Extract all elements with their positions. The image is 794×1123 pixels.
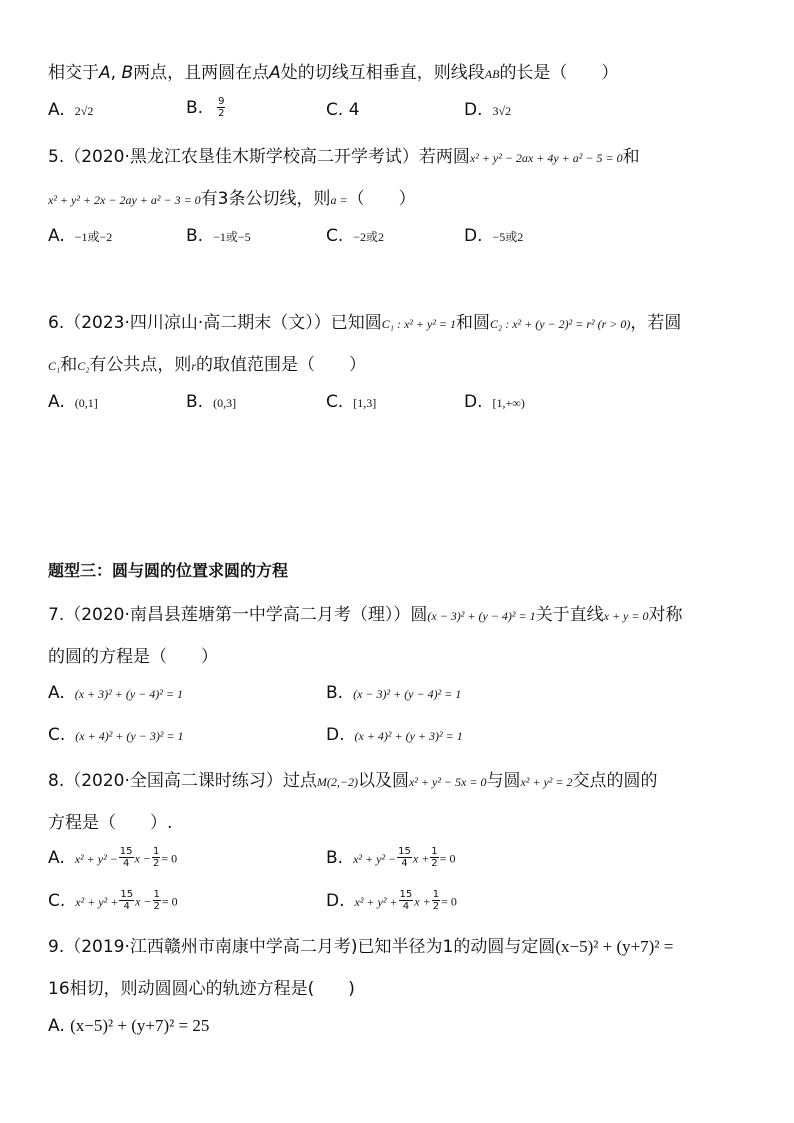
option-fraction — [399, 889, 414, 912]
option-label: A. — [48, 226, 65, 246]
q5-end: （ ） — [347, 189, 416, 209]
q9-stem — [48, 932, 673, 957]
q5-option-c[interactable] — [326, 226, 384, 246]
option-label: D. — [464, 226, 483, 246]
q4-text-c: 处的切线互相垂直，则线段 — [280, 63, 485, 83]
option-label: D. — [326, 725, 345, 745]
fraction-denominator: 2 — [431, 858, 438, 869]
option-label: B. — [186, 97, 204, 118]
option-fraction — [432, 889, 440, 912]
q8-end: 交点的圆的 — [572, 771, 658, 791]
q6-tail: ，若圆 — [630, 313, 682, 333]
q6-circle-1: C₁ : x² + y² = 1 — [381, 317, 457, 331]
option-label: C. — [48, 725, 66, 745]
option-value: (x + 3)² + (y − 4)² = 1 — [74, 687, 183, 701]
q9-equation: (x−5)² + (y+7)² = — [555, 937, 674, 956]
option-value: −1或−5 — [213, 230, 251, 244]
option-value: 3√2 — [492, 104, 512, 118]
q4-option-a[interactable] — [48, 100, 93, 120]
option-label: C. — [326, 100, 344, 120]
q8-stem — [48, 766, 658, 791]
q9-prefix: 9.（2019·江西赣州市南康中学高二月考)已知半径为1的动圆与定圆 — [48, 937, 556, 957]
fraction-numerator: 1 — [431, 846, 438, 857]
option-value: −1或−2 — [74, 230, 113, 244]
q6-option-a[interactable] — [48, 392, 98, 412]
q8-option-d[interactable] — [326, 889, 457, 912]
option-label: D. — [464, 100, 483, 120]
option-label: C. — [48, 890, 66, 911]
q7-option-b[interactable] — [326, 683, 461, 703]
q6-stem-line2 — [48, 350, 366, 375]
option-fraction — [397, 846, 412, 869]
option-value: (x + 4)² + (y + 3)² = 1 — [354, 729, 463, 743]
q5-equation-1: x² + y² − 2ax + 4y + a² − 5 = 0 — [469, 151, 623, 165]
fraction-numerator: 1 — [432, 889, 440, 900]
q5-stem — [48, 142, 640, 167]
fraction-denominator: 4 — [401, 858, 408, 869]
q4-text-b: 两点，且两圆在点 — [133, 63, 270, 83]
option-fraction — [119, 889, 134, 912]
fraction-numerator: 15 — [120, 889, 134, 900]
q6-c2: C₂ — [77, 359, 90, 373]
q4-comma: , — [110, 63, 117, 83]
fraction-denominator: 2 — [432, 901, 440, 912]
option-value: −5或2 — [492, 230, 524, 244]
option-value: (x + 4)² + (y − 3)² = 1 — [75, 729, 184, 743]
fraction-numerator: 15 — [119, 846, 133, 857]
fraction-denominator: 4 — [402, 901, 410, 912]
fraction-numerator: 9 — [218, 96, 225, 107]
option-label: B. — [326, 847, 344, 868]
q7-option-d[interactable] — [326, 725, 463, 745]
q5-option-d[interactable] — [464, 226, 523, 246]
q4-option-d[interactable] — [464, 100, 511, 120]
option-value: (x − 3)² + (y − 4)² = 1 — [353, 687, 462, 701]
q7-option-a[interactable] — [48, 683, 183, 703]
option-term: = 0 — [439, 851, 456, 866]
option-label: D. — [464, 392, 483, 412]
option-term: x − — [134, 851, 151, 866]
q6-mid: 有公共点，则 — [89, 355, 192, 375]
option-value: 2√2 — [74, 104, 94, 118]
option-label: D. — [326, 890, 345, 911]
fraction-denominator: 2 — [218, 108, 225, 119]
option-value: 4 — [348, 100, 360, 120]
q8-point: M(2,−2) — [316, 775, 358, 789]
option-term: x² + y² + — [75, 894, 119, 909]
section-heading: 题型三：圆与圆的位置求圆的方程 — [48, 561, 289, 580]
option-fraction — [119, 846, 134, 869]
option-value: [1,3] — [353, 396, 377, 410]
q8-equation-1: x² + y² − 5x = 0 — [408, 775, 487, 789]
option-term: x + — [414, 894, 431, 909]
q5-variable: a = — [330, 193, 348, 207]
option-term: x + — [412, 851, 430, 866]
q5-mid: 有3条公切线，则 — [200, 189, 331, 209]
option-term: x − — [135, 894, 152, 909]
option-term: x² + y² − — [353, 851, 397, 866]
fraction-denominator: 2 — [153, 901, 160, 912]
option-label: A. — [48, 683, 65, 703]
fraction-numerator: 1 — [153, 889, 160, 900]
option-term: = 0 — [441, 894, 457, 909]
q7-mid: 关于直线 — [535, 605, 604, 625]
option-value: (x−5)² + (y+7)² = 25 — [70, 1016, 210, 1035]
q4-point-b: B — [121, 63, 134, 83]
option-value: (0,1] — [74, 396, 98, 410]
q8-option-b[interactable] — [326, 846, 455, 869]
q4-stem — [48, 58, 618, 83]
q5-prefix: 5.（2020·黑龙江农垦佳木斯学校高二开学考试）若两圆 — [48, 147, 470, 167]
option-value: (0,3] — [213, 396, 237, 410]
option-fraction — [430, 846, 438, 869]
option-label: A. — [48, 100, 65, 120]
q7-option-c[interactable] — [48, 725, 184, 745]
q5-equation-2: x² + y² + 2x − 2ay + a² − 3 = 0 — [48, 193, 201, 207]
q7-line-equation: x + y = 0 — [603, 609, 649, 623]
q6-end: 的取值范围是（ ） — [196, 355, 367, 375]
q6-c1: C₁ — [48, 359, 61, 373]
q8-equation-2: x² + y² = 2 — [520, 775, 573, 789]
fraction-numerator: 1 — [152, 846, 160, 857]
q4-point-a: A — [99, 63, 111, 83]
q5-stem-line2 — [48, 184, 416, 209]
q7-stem — [48, 600, 682, 625]
q8-option-a[interactable] — [48, 846, 177, 869]
q4-segment-ab: AB — [484, 67, 500, 81]
q6-prefix: 6.（2023·四川凉山·高二期末（文））已知圆 — [48, 313, 382, 333]
q7-end: 对称 — [648, 605, 683, 625]
option-value: [1,+∞) — [492, 396, 525, 410]
fraction-denominator: 4 — [122, 858, 130, 869]
option-label: C. — [326, 392, 344, 412]
q4-text: 相交于 — [48, 63, 99, 83]
option-term: x² + y² + — [354, 894, 398, 909]
option-value: −2或2 — [353, 230, 385, 244]
option-label: A. — [48, 1016, 65, 1036]
fraction-numerator: 15 — [399, 889, 413, 900]
q6-stem — [48, 308, 681, 333]
option-term: = 0 — [161, 894, 178, 909]
option-term: = 0 — [161, 851, 178, 866]
q7-prefix: 7.（2020·南昌县莲塘第一中学高二月考（理））圆 — [48, 605, 428, 625]
q6-and2: 和 — [60, 355, 78, 375]
q6-and: 和圆 — [456, 313, 491, 333]
option-label: B. — [186, 392, 204, 412]
q6-r: r — [191, 359, 197, 373]
q6-option-c[interactable] — [326, 392, 376, 412]
q5-option-a[interactable] — [48, 226, 112, 246]
q6-option-d[interactable] — [464, 392, 525, 412]
option-fraction — [153, 889, 161, 912]
q4-point-a2: A — [269, 63, 281, 83]
fraction-numerator: 15 — [398, 846, 411, 857]
option-label: B. — [186, 226, 204, 246]
fraction-denominator: 4 — [123, 901, 130, 912]
q5-and: 和 — [622, 147, 640, 167]
q7-equation: (x − 3)² + (y − 4)² = 1 — [427, 609, 536, 623]
q6-option-b[interactable] — [186, 392, 236, 412]
q8-prefix: 8.（2020·全国高二课时练习）过点 — [48, 771, 317, 791]
q4-text-d: 的长是（ ） — [499, 63, 619, 83]
q9-stem-line2: 16相切，则动圆圆心的轨迹方程是( ) — [48, 979, 355, 999]
option-fraction — [217, 96, 225, 119]
option-term: x² + y² − — [74, 851, 118, 866]
option-label: A. — [48, 847, 65, 868]
q4-option-b[interactable] — [186, 96, 226, 119]
option-label: B. — [326, 683, 344, 703]
q9-option-a[interactable] — [48, 1016, 209, 1036]
option-label: A. — [48, 392, 65, 412]
q4-option-c[interactable] — [326, 100, 360, 120]
q5-option-b[interactable] — [186, 226, 251, 246]
q6-circle-2: C₂ : x² + (y − 2)² = r² (r > 0) — [490, 317, 631, 331]
q8-stem-line2: 方程是（ ）. — [48, 813, 173, 833]
q8-mid2: 与圆 — [486, 771, 521, 791]
q7-stem-line2: 的圆的方程是（ ） — [48, 647, 218, 667]
option-label: C. — [326, 226, 344, 246]
q8-mid: 以及圆 — [357, 771, 409, 791]
fraction-denominator: 2 — [152, 858, 160, 869]
q8-option-c[interactable] — [48, 889, 178, 912]
option-fraction — [152, 846, 160, 869]
